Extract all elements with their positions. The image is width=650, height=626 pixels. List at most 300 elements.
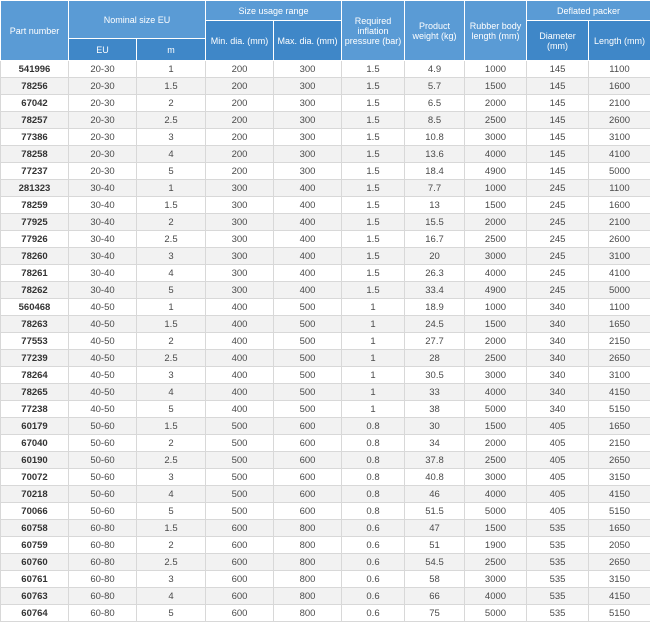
table-cell: 2	[137, 435, 206, 452]
table-cell: 2650	[589, 350, 650, 367]
header-min-dia: Min. dia. (mm)	[206, 21, 274, 61]
table-cell: 33	[405, 384, 465, 401]
table-cell: 30-40	[69, 248, 137, 265]
table-cell: 1.5	[137, 78, 206, 95]
table-cell: 600	[206, 571, 274, 588]
table-cell: 3150	[589, 469, 650, 486]
table-cell: 60-80	[69, 520, 137, 537]
part-number-cell: 77925	[1, 214, 69, 231]
table-cell: 50-60	[69, 435, 137, 452]
table-cell: 40-50	[69, 401, 137, 418]
table-cell: 300	[206, 265, 274, 282]
table-cell: 200	[206, 112, 274, 129]
table-cell: 40-50	[69, 316, 137, 333]
header-part-number: Part number	[1, 1, 69, 61]
table-cell: 2100	[589, 95, 650, 112]
table-cell: 405	[527, 418, 589, 435]
table-cell: 0.8	[342, 435, 405, 452]
table-cell: 500	[274, 316, 342, 333]
table-cell: 4	[137, 146, 206, 163]
header-size-usage-range: Size usage range	[206, 1, 342, 21]
table-cell: 800	[274, 520, 342, 537]
table-cell: 245	[527, 231, 589, 248]
table-cell: 2650	[589, 452, 650, 469]
table-cell: 30-40	[69, 265, 137, 282]
part-number-cell: 78265	[1, 384, 69, 401]
table-cell: 0.6	[342, 605, 405, 622]
table-cell: 1	[137, 299, 206, 316]
table-cell: 600	[274, 418, 342, 435]
table-cell: 300	[206, 180, 274, 197]
part-number-cell: 78256	[1, 78, 69, 95]
table-cell: 50-60	[69, 503, 137, 520]
table-cell: 3100	[589, 129, 650, 146]
table-cell: 145	[527, 112, 589, 129]
part-number-cell: 60761	[1, 571, 69, 588]
table-cell: 4.9	[405, 61, 465, 78]
table-cell: 405	[527, 452, 589, 469]
table-cell: 300	[274, 95, 342, 112]
table-cell: 0.6	[342, 554, 405, 571]
table-cell: 1.5	[342, 112, 405, 129]
table-cell: 46	[405, 486, 465, 503]
table-cell: 400	[206, 350, 274, 367]
table-cell: 3	[137, 129, 206, 146]
table-cell: 300	[274, 163, 342, 180]
table-cell: 535	[527, 554, 589, 571]
table-cell: 60-80	[69, 605, 137, 622]
table-cell: 5	[137, 503, 206, 520]
table-cell: 2150	[589, 435, 650, 452]
table-cell: 1.5	[342, 163, 405, 180]
table-cell: 6.5	[405, 95, 465, 112]
part-number-cell: 78262	[1, 282, 69, 299]
table-cell: 145	[527, 95, 589, 112]
table-row	[1, 231, 650, 248]
table-cell: 600	[274, 486, 342, 503]
table-row	[1, 605, 650, 622]
table-cell: 600	[274, 469, 342, 486]
table-cell: 400	[206, 384, 274, 401]
table-cell: 4000	[465, 588, 527, 605]
table-cell: 4100	[589, 146, 650, 163]
table-cell: 3000	[465, 469, 527, 486]
table-cell: 5	[137, 163, 206, 180]
table-cell: 2500	[465, 554, 527, 571]
table-cell: 400	[274, 265, 342, 282]
table-cell: 500	[274, 299, 342, 316]
part-number-cell: 281323	[1, 180, 69, 197]
table-cell: 500	[274, 401, 342, 418]
table-cell: 245	[527, 180, 589, 197]
part-number-cell: 60760	[1, 554, 69, 571]
table-cell: 2500	[465, 452, 527, 469]
table-cell: 5000	[465, 503, 527, 520]
table-cell: 3	[137, 367, 206, 384]
table-cell: 300	[274, 78, 342, 95]
table-cell: 400	[206, 299, 274, 316]
part-number-cell: 60758	[1, 520, 69, 537]
table-cell: 2	[137, 214, 206, 231]
table-cell: 3100	[589, 367, 650, 384]
table-cell: 2000	[465, 214, 527, 231]
table-cell: 5000	[465, 401, 527, 418]
table-cell: 2.5	[137, 452, 206, 469]
table-row	[1, 78, 650, 95]
part-number-cell: 70218	[1, 486, 69, 503]
table-cell: 600	[206, 605, 274, 622]
table-cell: 5.7	[405, 78, 465, 95]
table-cell: 1.5	[137, 197, 206, 214]
table-cell: 5150	[589, 401, 650, 418]
table-cell: 200	[206, 95, 274, 112]
table-row	[1, 112, 650, 129]
table-cell: 145	[527, 78, 589, 95]
table-cell: 0.6	[342, 571, 405, 588]
table-cell: 300	[206, 197, 274, 214]
part-number-cell: 77239	[1, 350, 69, 367]
table-cell: 400	[274, 231, 342, 248]
table-cell: 24.5	[405, 316, 465, 333]
table-cell: 1.5	[342, 180, 405, 197]
part-number-cell: 70072	[1, 469, 69, 486]
table-cell: 340	[527, 333, 589, 350]
table-cell: 50-60	[69, 486, 137, 503]
part-number-cell: 541996	[1, 61, 69, 78]
table-cell: 38	[405, 401, 465, 418]
table-cell: 0.8	[342, 452, 405, 469]
table-cell: 4000	[465, 486, 527, 503]
table-cell: 20-30	[69, 112, 137, 129]
table-cell: 4150	[589, 486, 650, 503]
table-cell: 60-80	[69, 588, 137, 605]
table-cell: 7.7	[405, 180, 465, 197]
table-cell: 2500	[465, 350, 527, 367]
table-cell: 5	[137, 401, 206, 418]
table-cell: 3000	[465, 367, 527, 384]
table-cell: 1500	[465, 197, 527, 214]
header-deflated-packer: Deflated packer	[527, 1, 650, 21]
table-cell: 66	[405, 588, 465, 605]
table-cell: 300	[274, 61, 342, 78]
part-number-cell: 78257	[1, 112, 69, 129]
table-cell: 340	[527, 401, 589, 418]
table-cell: 340	[527, 350, 589, 367]
table-cell: 4	[137, 265, 206, 282]
table-cell: 2100	[589, 214, 650, 231]
table-cell: 4	[137, 384, 206, 401]
table-cell: 30-40	[69, 282, 137, 299]
table-cell: 800	[274, 554, 342, 571]
table-cell: 51.5	[405, 503, 465, 520]
table-cell: 0.8	[342, 503, 405, 520]
table-cell: 2150	[589, 333, 650, 350]
table-cell: 4000	[465, 146, 527, 163]
table-row	[1, 384, 650, 401]
table-cell: 1500	[465, 418, 527, 435]
table-cell: 13.6	[405, 146, 465, 163]
part-number-cell: 60763	[1, 588, 69, 605]
table-cell: 500	[274, 350, 342, 367]
table-cell: 600	[206, 588, 274, 605]
header-product-weight: Product weight (kg)	[405, 1, 465, 61]
table-cell: 1	[342, 333, 405, 350]
table-cell: 2500	[465, 112, 527, 129]
table-cell: 34	[405, 435, 465, 452]
table-cell: 400	[206, 316, 274, 333]
table-row	[1, 350, 650, 367]
part-number-cell: 77237	[1, 163, 69, 180]
table-cell: 535	[527, 571, 589, 588]
table-cell: 405	[527, 503, 589, 520]
part-number-cell: 78261	[1, 265, 69, 282]
table-cell: 18.9	[405, 299, 465, 316]
table-cell: 40-50	[69, 333, 137, 350]
table-row	[1, 248, 650, 265]
table-cell: 5000	[589, 163, 650, 180]
table-cell: 300	[274, 146, 342, 163]
part-number-cell: 67040	[1, 435, 69, 452]
table-cell: 200	[206, 146, 274, 163]
table-cell: 1	[342, 350, 405, 367]
table-cell: 1	[342, 401, 405, 418]
table-row	[1, 486, 650, 503]
table-cell: 60-80	[69, 554, 137, 571]
table-cell: 2.5	[137, 554, 206, 571]
table-cell: 5150	[589, 503, 650, 520]
table-cell: 145	[527, 129, 589, 146]
table-cell: 60-80	[69, 571, 137, 588]
table-cell: 4900	[465, 282, 527, 299]
header-length: Length (mm)	[589, 21, 650, 61]
table-cell: 400	[206, 367, 274, 384]
header-required-inflation: Required inflation pressure (bar)	[342, 1, 405, 61]
table-cell: 1650	[589, 316, 650, 333]
table-cell: 0.6	[342, 520, 405, 537]
table-cell: 5	[137, 605, 206, 622]
table-cell: 200	[206, 78, 274, 95]
table-cell: 2650	[589, 554, 650, 571]
table-cell: 200	[206, 163, 274, 180]
table-cell: 1	[137, 180, 206, 197]
table-row	[1, 333, 650, 350]
table-row	[1, 554, 650, 571]
header-diameter: Diameter (mm)	[527, 21, 589, 61]
table-cell: 60-80	[69, 537, 137, 554]
table-row	[1, 180, 650, 197]
table-cell: 0.6	[342, 537, 405, 554]
table-cell: 340	[527, 299, 589, 316]
table-cell: 15.5	[405, 214, 465, 231]
table-cell: 4	[137, 588, 206, 605]
table-cell: 600	[206, 554, 274, 571]
table-cell: 1100	[589, 61, 650, 78]
table-row	[1, 146, 650, 163]
table-row	[1, 367, 650, 384]
table-cell: 1000	[465, 61, 527, 78]
table-cell: 245	[527, 282, 589, 299]
table-cell: 2000	[465, 333, 527, 350]
table-cell: 245	[527, 265, 589, 282]
table-cell: 1500	[465, 78, 527, 95]
table-cell: 2.5	[137, 112, 206, 129]
table-cell: 1	[342, 367, 405, 384]
table-cell: 500	[206, 486, 274, 503]
part-number-cell: 78264	[1, 367, 69, 384]
part-number-cell: 77238	[1, 401, 69, 418]
table-cell: 300	[206, 214, 274, 231]
table-cell: 1.5	[342, 129, 405, 146]
table-row	[1, 537, 650, 554]
part-number-cell: 77386	[1, 129, 69, 146]
table-cell: 0.8	[342, 469, 405, 486]
table-cell: 18.4	[405, 163, 465, 180]
table-cell: 50-60	[69, 418, 137, 435]
table-row	[1, 418, 650, 435]
table-cell: 400	[274, 248, 342, 265]
table-cell: 500	[206, 452, 274, 469]
table-cell: 1500	[465, 316, 527, 333]
table-cell: 40-50	[69, 367, 137, 384]
table-cell: 30-40	[69, 197, 137, 214]
part-number-cell: 60190	[1, 452, 69, 469]
table-row	[1, 299, 650, 316]
table-cell: 2600	[589, 231, 650, 248]
table-cell: 2000	[465, 435, 527, 452]
table-cell: 245	[527, 214, 589, 231]
table-cell: 1650	[589, 520, 650, 537]
table-cell: 1600	[589, 78, 650, 95]
table-cell: 1.5	[137, 316, 206, 333]
table-cell: 13	[405, 197, 465, 214]
table-cell: 1	[342, 299, 405, 316]
table-row	[1, 588, 650, 605]
table-cell: 2050	[589, 537, 650, 554]
table-cell: 75	[405, 605, 465, 622]
table-cell: 20-30	[69, 78, 137, 95]
table-cell: 3000	[465, 248, 527, 265]
table-cell: 4	[137, 486, 206, 503]
table-cell: 400	[274, 214, 342, 231]
table-row	[1, 61, 650, 78]
table-cell: 30.5	[405, 367, 465, 384]
table-body	[1, 61, 650, 622]
table-cell: 535	[527, 520, 589, 537]
table-cell: 1.5	[342, 197, 405, 214]
table-cell: 1.5	[342, 282, 405, 299]
table-cell: 2	[137, 333, 206, 350]
table-cell: 3000	[465, 129, 527, 146]
table-row	[1, 571, 650, 588]
table-cell: 400	[274, 282, 342, 299]
table-cell: 800	[274, 537, 342, 554]
table-cell: 20-30	[69, 61, 137, 78]
table-cell: 1.5	[342, 214, 405, 231]
table-cell: 20	[405, 248, 465, 265]
table-cell: 1.5	[342, 78, 405, 95]
table-cell: 300	[274, 129, 342, 146]
table-cell: 500	[274, 384, 342, 401]
table-cell: 16.7	[405, 231, 465, 248]
table-cell: 535	[527, 605, 589, 622]
table-cell: 20-30	[69, 146, 137, 163]
table-cell: 3	[137, 469, 206, 486]
table-cell: 500	[206, 469, 274, 486]
table-cell: 50-60	[69, 452, 137, 469]
table-row	[1, 95, 650, 112]
table-cell: 800	[274, 571, 342, 588]
table-cell: 500	[274, 367, 342, 384]
table-cell: 4000	[465, 384, 527, 401]
table-cell: 400	[206, 333, 274, 350]
table-cell: 2600	[589, 112, 650, 129]
table-cell: 300	[206, 248, 274, 265]
table-cell: 600	[274, 452, 342, 469]
table-cell: 1000	[465, 180, 527, 197]
table-cell: 1.5	[342, 95, 405, 112]
table-cell: 50-60	[69, 469, 137, 486]
table-cell: 4150	[589, 384, 650, 401]
table-cell: 58	[405, 571, 465, 588]
table-cell: 1	[342, 316, 405, 333]
table-cell: 40-50	[69, 299, 137, 316]
table-cell: 30-40	[69, 231, 137, 248]
part-number-cell: 77926	[1, 231, 69, 248]
table-cell: 51	[405, 537, 465, 554]
part-number-cell: 70066	[1, 503, 69, 520]
table-row	[1, 197, 650, 214]
table-cell: 340	[527, 316, 589, 333]
table-cell: 1600	[589, 197, 650, 214]
table-cell: 2.5	[137, 350, 206, 367]
table-row	[1, 214, 650, 231]
part-number-cell: 78263	[1, 316, 69, 333]
header-eu: EU	[69, 39, 137, 61]
table-cell: 30-40	[69, 214, 137, 231]
table-cell: 40.8	[405, 469, 465, 486]
table-cell: 2000	[465, 95, 527, 112]
header-max-dia: Max. dia. (mm)	[274, 21, 342, 61]
table-cell: 2	[137, 95, 206, 112]
table-cell: 10.8	[405, 129, 465, 146]
table-cell: 800	[274, 588, 342, 605]
table-cell: 1.5	[342, 248, 405, 265]
table-cell: 54.5	[405, 554, 465, 571]
table-cell: 340	[527, 367, 589, 384]
table-cell: 1.5	[342, 231, 405, 248]
table-cell: 8.5	[405, 112, 465, 129]
table-row	[1, 316, 650, 333]
table-cell: 145	[527, 61, 589, 78]
part-number-cell: 60764	[1, 605, 69, 622]
table-row	[1, 469, 650, 486]
table-cell: 145	[527, 146, 589, 163]
table-cell: 40-50	[69, 384, 137, 401]
table-cell: 600	[274, 435, 342, 452]
part-number-cell: 77553	[1, 333, 69, 350]
table-cell: 5	[137, 282, 206, 299]
part-number-cell: 78260	[1, 248, 69, 265]
table-cell: 30-40	[69, 180, 137, 197]
table-cell: 1000	[465, 299, 527, 316]
table-cell: 2.5	[137, 231, 206, 248]
header-rubber-body-length: Rubber body length (mm)	[465, 1, 527, 61]
table-cell: 3100	[589, 248, 650, 265]
table-cell: 1900	[465, 537, 527, 554]
table-cell: 20-30	[69, 95, 137, 112]
table-cell: 4000	[465, 265, 527, 282]
table-cell: 47	[405, 520, 465, 537]
